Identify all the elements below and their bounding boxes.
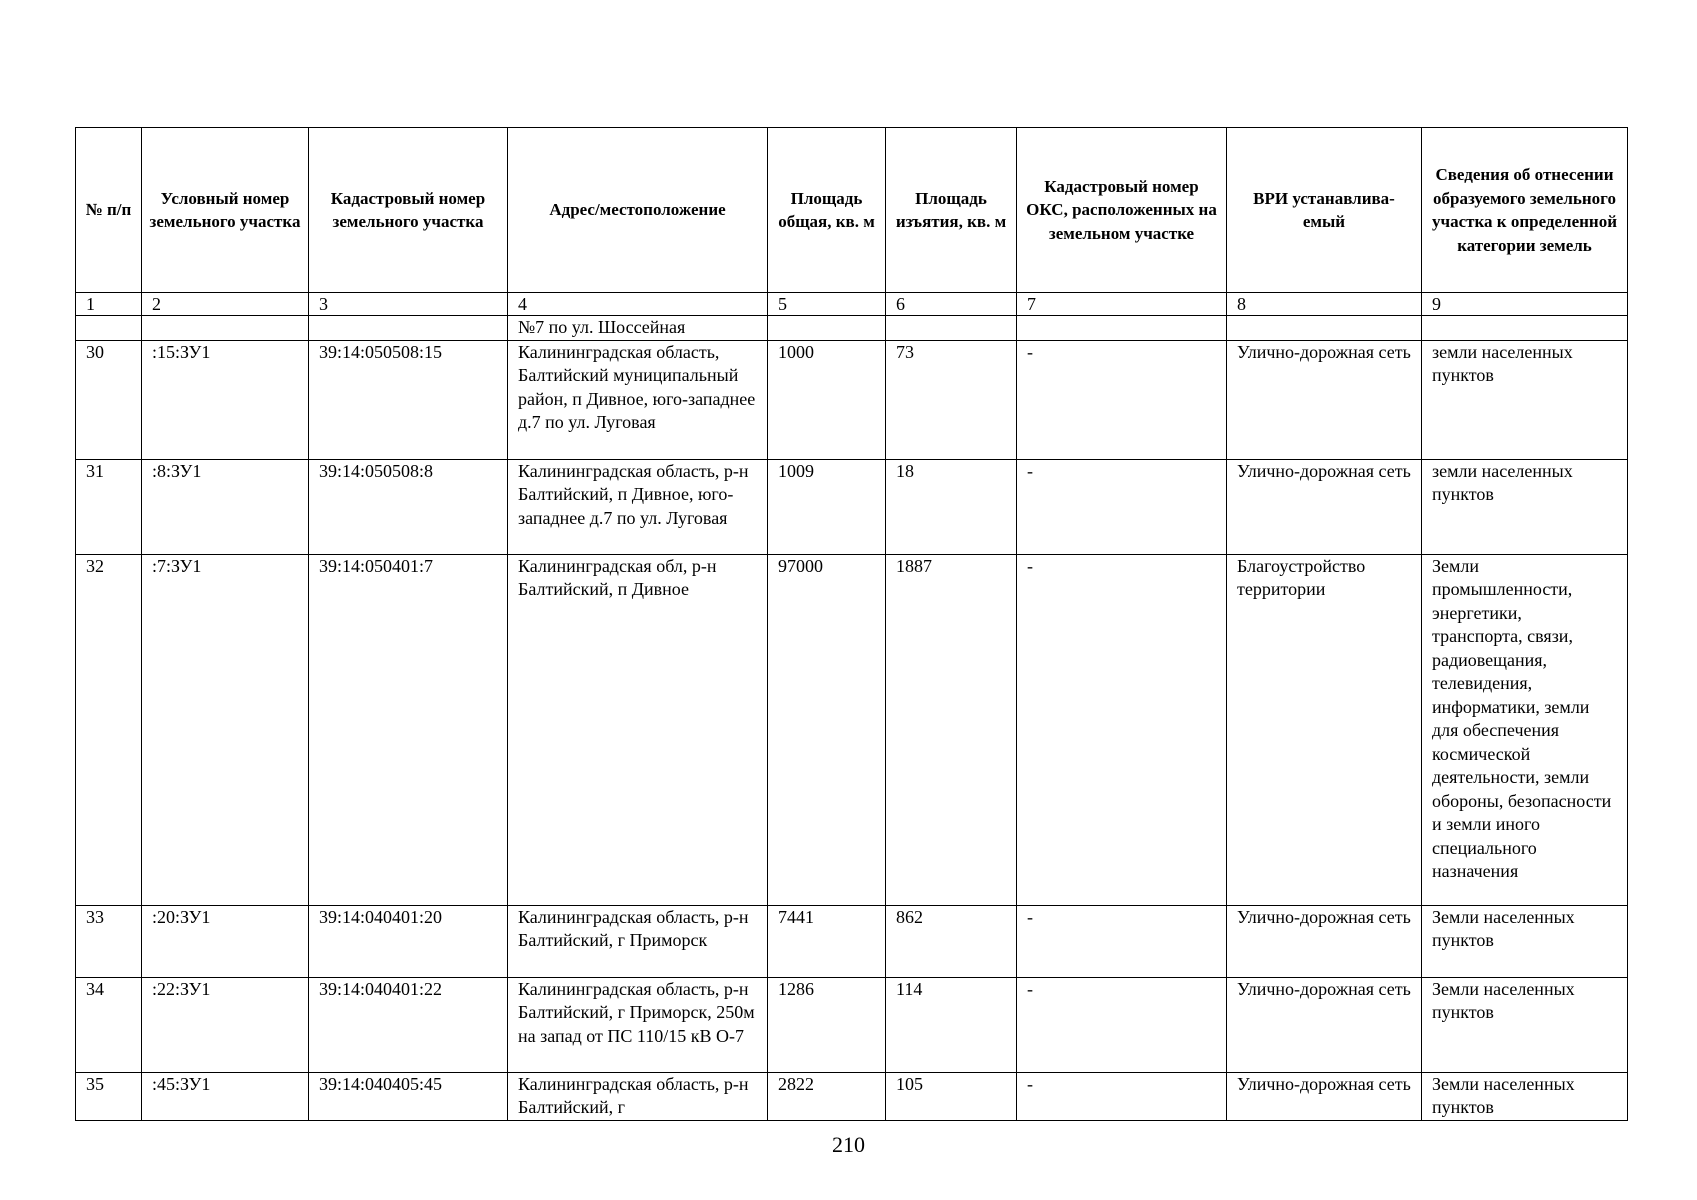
table-row <box>76 340 1628 459</box>
row-num: 33 <box>76 905 142 977</box>
row-seized-area: 105 <box>886 1072 1017 1120</box>
row-seized-area: 114 <box>886 977 1017 1072</box>
row-vri: Улично-дорожная сеть <box>1227 905 1422 977</box>
row-conditional-number: :22:ЗУ1 <box>142 977 309 1072</box>
row-oks-number: - <box>1017 459 1227 554</box>
row-oks-number: - <box>1017 1072 1227 1120</box>
row-seized-area: 73 <box>886 340 1017 459</box>
row-seized-area: 862 <box>886 905 1017 977</box>
row-vri: Улично-дорожная сеть <box>1227 340 1422 459</box>
row-land-category: земли населенных пунктов <box>1422 459 1628 554</box>
header-address: Адрес/местоположение <box>508 128 768 293</box>
row-address: Калининградская область, р-н Балтийский, п Дивное, юго-западнее д.7 по ул. Луговая <box>508 459 768 554</box>
header-num: № п/п <box>76 128 142 293</box>
column-number: 6 <box>886 293 1017 316</box>
row-seized-area: 18 <box>886 459 1017 554</box>
row-num: 32 <box>76 554 142 905</box>
row-address: Калининградская область, р-н Балтийский, г Приморск <box>508 905 768 977</box>
row-address: Калининградская область, Балтийский муниципальный район, п Дивное, юго-западнее д.7 по ул. Луговая <box>508 340 768 459</box>
row-cadastral-number: 39:14:040401:22 <box>309 977 508 1072</box>
table-row <box>76 554 1628 905</box>
row-oks-number: - <box>1017 554 1227 905</box>
header-seized-area: Площадь изъятия, кв. м <box>886 128 1017 293</box>
row-conditional-number: :45:ЗУ1 <box>142 1072 309 1120</box>
table-row <box>76 977 1628 1072</box>
column-number: 5 <box>768 293 886 316</box>
header-total-area: Площадь общая, кв. м <box>768 128 886 293</box>
row-total-area: 97000 <box>768 554 886 905</box>
row-land-category: Земли населенных пунктов <box>1422 905 1628 977</box>
row-conditional-number: :20:ЗУ1 <box>142 905 309 977</box>
column-number: 1 <box>76 293 142 316</box>
row-address: Калининградская обл, р-н Балтийский, п Дивное <box>508 554 768 905</box>
row-land-category: Земли населенных пунктов <box>1422 1072 1628 1120</box>
header-oks-number: Кадастровый номер ОКС, расположенных на земельном участке <box>1017 128 1227 293</box>
table-row <box>76 459 1628 554</box>
row-land-category: Земли населенных пунктов <box>1422 977 1628 1072</box>
continuation-address: №7 по ул. Шоссейная <box>508 316 768 341</box>
row-vri: Улично-дорожная сеть <box>1227 977 1422 1072</box>
table-row <box>76 1072 1628 1120</box>
row-total-area: 1286 <box>768 977 886 1072</box>
row-land-category: Земли промышленности, энергетики, транспорта, связи, радиовещания, телевидения, информатики, земли для обеспечения космической деятельности, земли обороны, безопасности и земли иного специального назначения <box>1422 554 1628 905</box>
column-number: 9 <box>1422 293 1628 316</box>
row-total-area: 1000 <box>768 340 886 459</box>
row-cadastral-number: 39:14:050508:8 <box>309 459 508 554</box>
table-row <box>76 905 1628 977</box>
row-address: Калининградская область, р-н Балтийский, г <box>508 1072 768 1120</box>
row-seized-area: 1887 <box>886 554 1017 905</box>
row-total-area: 7441 <box>768 905 886 977</box>
row-num: 31 <box>76 459 142 554</box>
row-total-area: 1009 <box>768 459 886 554</box>
row-oks-number: - <box>1017 340 1227 459</box>
row-vri: Улично-дорожная сеть <box>1227 459 1422 554</box>
row-oks-number: - <box>1017 905 1227 977</box>
row-land-category: земли населенных пунктов <box>1422 340 1628 459</box>
table-header-row <box>76 128 1628 293</box>
header-conditional-number: Условный номер земельного участка <box>142 128 309 293</box>
row-conditional-number: :7:ЗУ1 <box>142 554 309 905</box>
column-number: 4 <box>508 293 768 316</box>
row-cadastral-number: 39:14:040405:45 <box>309 1072 508 1120</box>
column-number: 7 <box>1017 293 1227 316</box>
continuation-row <box>76 316 1628 341</box>
row-oks-number: - <box>1017 977 1227 1072</box>
column-number: 2 <box>142 293 309 316</box>
row-vri: Благоустройство территории <box>1227 554 1422 905</box>
column-numbers-row <box>76 293 1628 316</box>
row-conditional-number: :15:ЗУ1 <box>142 340 309 459</box>
row-num: 34 <box>76 977 142 1072</box>
row-num: 30 <box>76 340 142 459</box>
header-cadastral-number: Кадастровый номер земельного участка <box>309 128 508 293</box>
header-vri: ВРИ устанавлива-емый <box>1227 128 1422 293</box>
row-conditional-number: :8:ЗУ1 <box>142 459 309 554</box>
column-number: 3 <box>309 293 508 316</box>
row-cadastral-number: 39:14:040401:20 <box>309 905 508 977</box>
header-land-category: Сведения об отнесении образуемого земельного участка к определенной категории земель <box>1422 128 1628 293</box>
land-plots-table <box>75 127 1628 1121</box>
row-cadastral-number: 39:14:050401:7 <box>309 554 508 905</box>
column-number: 8 <box>1227 293 1422 316</box>
row-address: Калининградская область, р-н Балтийский, г Приморск, 250м на запад от ПС 110/15 кВ О-7 <box>508 977 768 1072</box>
row-total-area: 2822 <box>768 1072 886 1120</box>
page-number: 210 <box>832 1132 865 1157</box>
row-num: 35 <box>76 1072 142 1120</box>
row-vri: Улично-дорожная сеть <box>1227 1072 1422 1120</box>
row-cadastral-number: 39:14:050508:15 <box>309 340 508 459</box>
